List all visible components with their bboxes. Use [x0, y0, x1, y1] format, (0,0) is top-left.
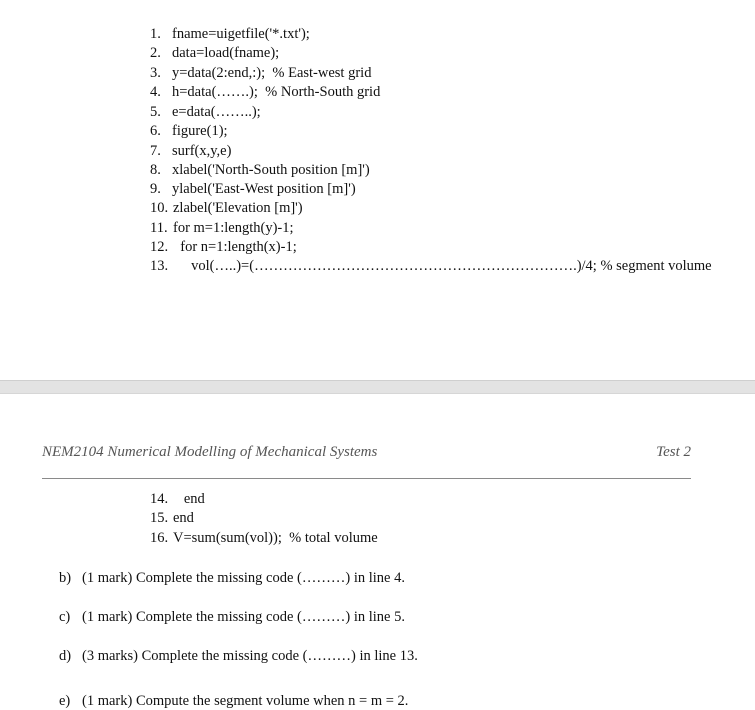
line-number: 2.	[150, 45, 161, 61]
question-label: d)	[59, 648, 72, 664]
question-text: (1 mark) Compute the segment volume when n = m = 2.	[82, 693, 409, 709]
code-line-4	[150, 83, 380, 101]
question-e	[59, 692, 408, 710]
code-text: fname=uigetfile('*.txt');	[172, 26, 310, 42]
code-line-14	[150, 490, 205, 508]
line-number: 12.	[150, 239, 169, 255]
code-text: h=data(…….); % North-South grid	[172, 84, 381, 100]
code-text: end	[173, 510, 194, 526]
line-number: 14.	[150, 491, 169, 507]
question-c	[59, 608, 405, 626]
code-text: for n=1:length(x)-1;	[173, 239, 297, 255]
line-number: 13.	[150, 258, 169, 274]
code-line-5	[150, 103, 261, 121]
code-text: y=data(2:end,:); % East-west grid	[172, 65, 372, 81]
question-d	[59, 647, 418, 665]
code-line-10	[150, 199, 303, 217]
code-text: figure(1);	[172, 123, 228, 139]
line-number: 10.	[150, 200, 169, 216]
line-number: 4.	[150, 84, 161, 100]
line-number: 16.	[150, 530, 169, 546]
code-text: V=sum(sum(vol)); % total volume	[173, 530, 378, 546]
code-text: for m=1:length(y)-1;	[173, 220, 294, 236]
question-label: b)	[59, 570, 72, 586]
line-number: 9.	[150, 181, 161, 197]
code-text: ylabel('East-West position [m]')	[172, 181, 356, 197]
code-line-9	[150, 180, 356, 198]
question-label: e)	[59, 693, 71, 709]
course-title: NEM2104 Numerical Modelling of Mechanical Systems	[42, 444, 378, 460]
code-text: e=data(……..);	[172, 104, 261, 120]
code-line-7	[150, 142, 231, 160]
page-bottom	[0, 394, 755, 710]
code-line-3	[150, 64, 371, 82]
line-number: 7.	[150, 143, 161, 159]
code-line-8	[150, 161, 370, 179]
code-line-11	[150, 219, 294, 237]
line-number: 3.	[150, 65, 161, 81]
code-line-12	[150, 238, 297, 256]
code-text: data=load(fname);	[172, 45, 280, 61]
line-number: 6.	[150, 123, 161, 139]
code-text: zlabel('Elevation [m]')	[173, 200, 303, 216]
page-header	[42, 444, 691, 464]
code-text: surf(x,y,e)	[172, 143, 232, 159]
code-text: vol(…..)=(………………………………………………………….)/4; % segment volume	[173, 258, 712, 274]
line-number: 5.	[150, 104, 161, 120]
code-line-16	[150, 529, 378, 547]
page-break-gap	[0, 380, 755, 394]
question-text: (3 marks) Complete the missing code (………) in line 13.	[82, 648, 418, 664]
code-line-15	[150, 509, 194, 527]
question-text: (1 mark) Complete the missing code (………) in line 5.	[82, 609, 405, 625]
line-number: 8.	[150, 162, 161, 178]
line-number: 1.	[150, 26, 161, 42]
test-label: Test 2	[656, 444, 691, 460]
code-text: xlabel('North-South position [m]')	[172, 162, 370, 178]
question-b	[59, 569, 405, 587]
code-line-1	[150, 25, 310, 43]
code-line-13	[150, 257, 712, 275]
question-label: c)	[59, 609, 71, 625]
code-text: end	[173, 491, 205, 507]
question-text: (1 mark) Complete the missing code (………) in line 4.	[82, 570, 405, 586]
code-line-6	[150, 122, 228, 140]
code-line-2	[150, 44, 279, 62]
line-number: 11.	[150, 220, 168, 236]
header-divider	[42, 478, 691, 479]
line-number: 15.	[150, 510, 169, 526]
